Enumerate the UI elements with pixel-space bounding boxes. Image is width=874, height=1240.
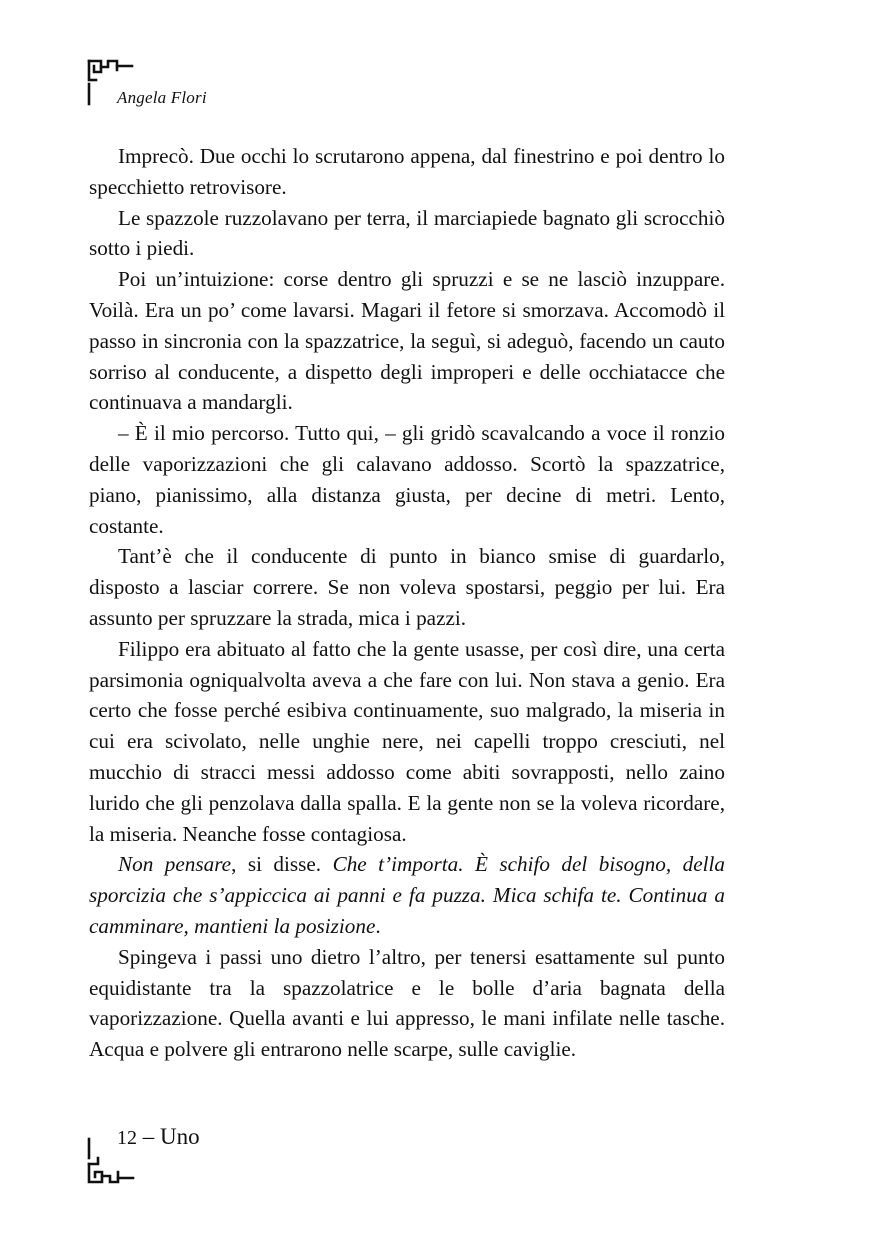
chapter-title: Uno [160,1124,200,1149]
folio-separator: – [137,1124,160,1149]
text-run: – È il mio percorso. Tutto qui, – gli gridò scavalcando a voce il ronzio delle vaporizzazioni che gli calavano addosso. Scortò la spazzatrice, piano, pianissimo, alla distanza giusta, per decine di metri. Lento, costante. [89,421,725,538]
italic-text-run: Non pensare [118,852,232,877]
paragraph [89,942,725,1065]
paragraph [89,264,725,418]
running-head-author: Angela Flori [117,88,207,107]
greek-key-corner-icon [86,1136,136,1186]
text-run: . [375,913,381,938]
paragraph [89,634,725,850]
paragraph [89,203,725,265]
paragraph [89,141,725,203]
page-number: 12 [117,1127,137,1149]
text-run: Spingeva i passi uno dietro l’altro, per tenersi esattamente sul punto equidistante tra la spazzolatrice e le bolle d’aria bagnata della vaporizzazione. Quella avanti e lui appresso, le mani infilate nelle tasche. Acqua e polvere gli entrarono nelle scarpe, sulle caviglie. [89,944,725,1062]
text-run: Imprecò. Due occhi lo scrutarono appena, dal finestrino e poi dentro lo specchietto retrovisore. [89,144,725,199]
paragraph [89,849,725,941]
text-run: Tant’è che il conducente di punto in bianco smise di guardarlo, disposto a lasciar correre. Se non voleva spostarsi, peggio per lui. Era assunto per spruzzare la strada, mica i pazzi. [89,544,725,630]
text-run: Le spazzole ruzzolavano per terra, il marciapiede bagnato gli scrocchiò sotto i piedi. [89,205,725,261]
italic-text-run: Che t’importa. È schifo del bisogno, della sporcizia che s’appiccica ai panni e fa puzza. Mica schifa te. Continua a camminare, mantieni la posizione [89,852,725,938]
text-run: Filippo era abituato al fatto che la gente usasse, per così dire, una certa parsimonia ogniqualvolta aveva a che fare con lui. Non stava a genio. Era certo che fosse perché esibiva continuamente, suo malgrado, la miseria in cui era scivolato, nelle unghie nere, nei capelli troppo cresciuti, nel mucchio di stracci messi addosso come abiti sovrapposti, nello zaino lurido che gli penzolava dalla spalla. E la gente non se la voleva ricordare, la miseria. Neanche fosse contagiosa. [89,636,725,846]
text-run: , si disse. [231,852,333,877]
paragraph [89,418,725,541]
paragraph [89,541,725,633]
body-text [89,141,725,1065]
text-run: Poi un’intuizione: corse dentro gli spruzzi e se ne lasciò inzuppare. Voilà. Era un po’ come lavarsi. Magari il fetore si smorzava. Accomodò il passo in sincronia con la spazzatrice, la seguì, si adeguò, facendo un cauto sorriso al conducente, a dispetto degli improperi e delle occhiatacce che continuava a mandargli. [89,267,725,415]
